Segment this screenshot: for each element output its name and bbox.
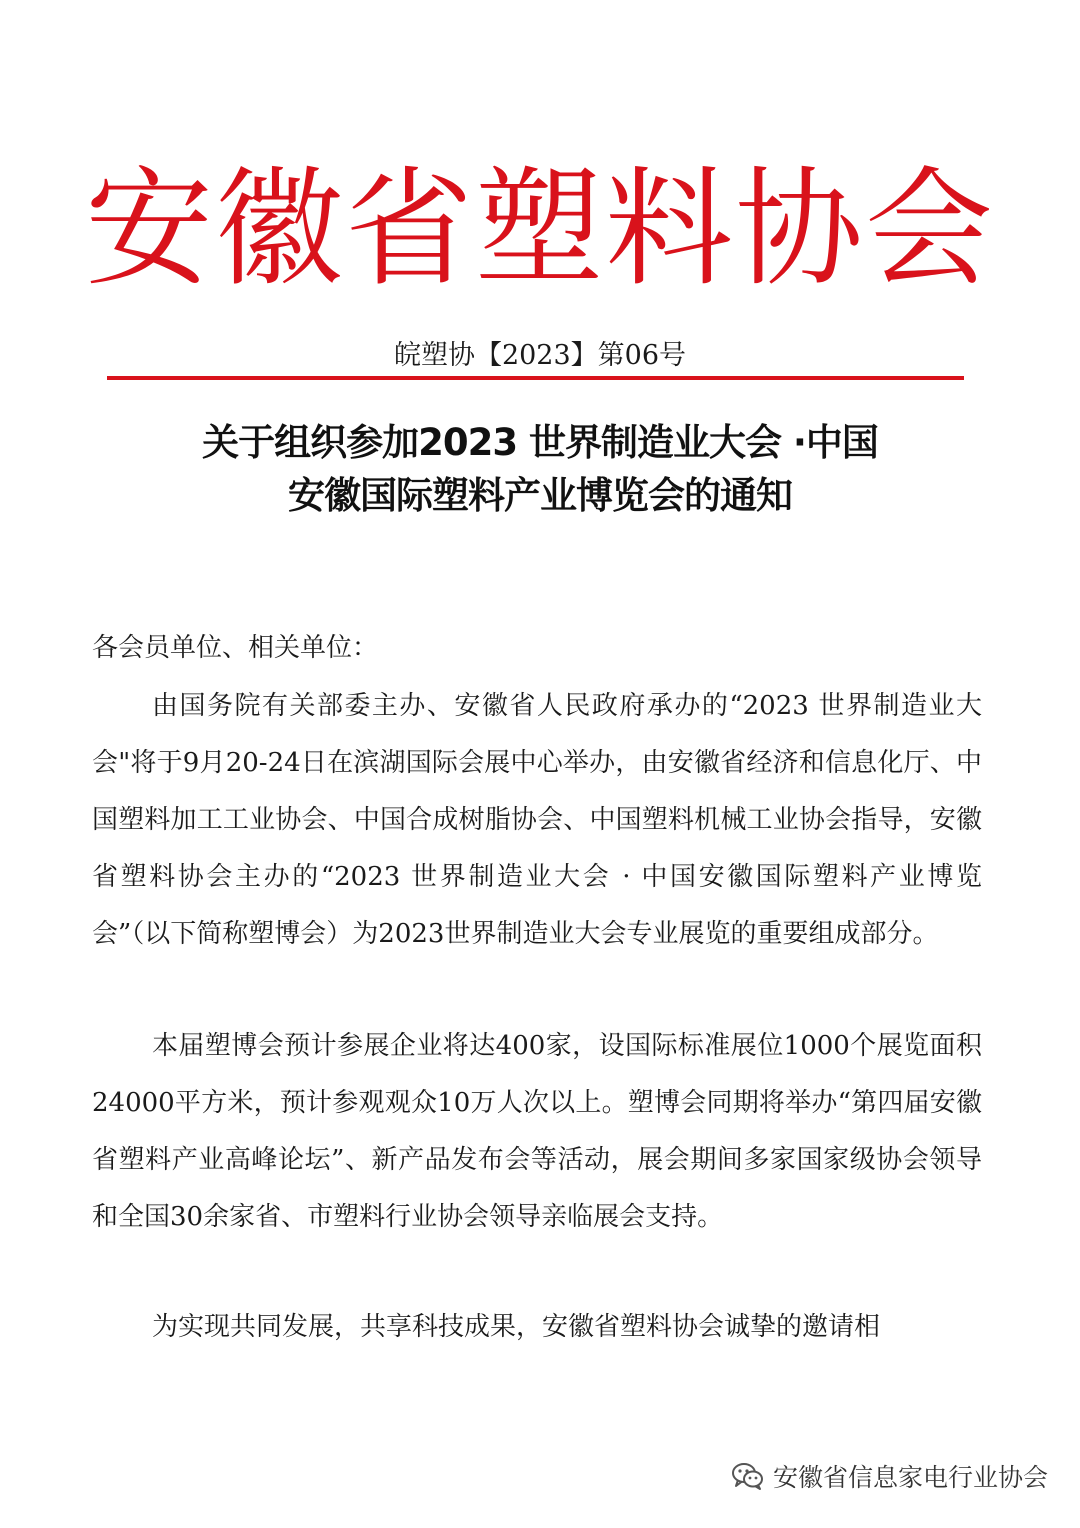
body-paragraph-2: 本届塑博会预计参展企业将达400家，设国际标准展位1000个展览面积24000平方米，预计参观观众10万人次以上。塑博会同期将举办“第四届安徽省塑料产业高峰论坛”、新产品发布会等活动，展会期间多家国家级协会领导和全国30余家省、市塑料行业协会领导亲临展会支持。 [92,1031,982,1232]
document-title [60,416,1020,522]
salutation: 各会员单位、相关单位： [92,633,379,663]
document-title-line-2: 安徽国际塑料产业博览会的通知 [288,474,792,517]
org-header-title: 安徽省塑料协会 [84,155,995,304]
body-paragraph-1: 由国务院有关部委主办、安徽省人民政府承办的“2023 世界制造业大会"将于9月20-24日在滨湖国际会展中心举办，由安徽省经济和信息化厅、中国塑料加工工业协会、中国合成树脂协会、中国塑料机械工业协会指导，安徽省塑料协会主办的“2023 世界制造业大会 · 中国安徽国际塑料产业博览会”（以下简称塑博会）为2023世界制造业大会专业展览的重要组成部分。 [92,691,982,949]
wechat-watermark [731,1458,1048,1494]
document-number: 皖塑协【2023】第06号 [393,340,687,371]
watermark-text: 安徽省信息家电行业协会 [772,1463,1048,1492]
red-divider-line [107,376,964,380]
document-title-line-1: 关于组织参加2023 世界制造业大会 ·中国 [202,421,878,464]
body-paragraph-3: 为实现共同发展，共享科技成果，安徽省塑料协会诚挚的邀请相 [152,1312,881,1342]
wechat-icon [731,1461,765,1491]
